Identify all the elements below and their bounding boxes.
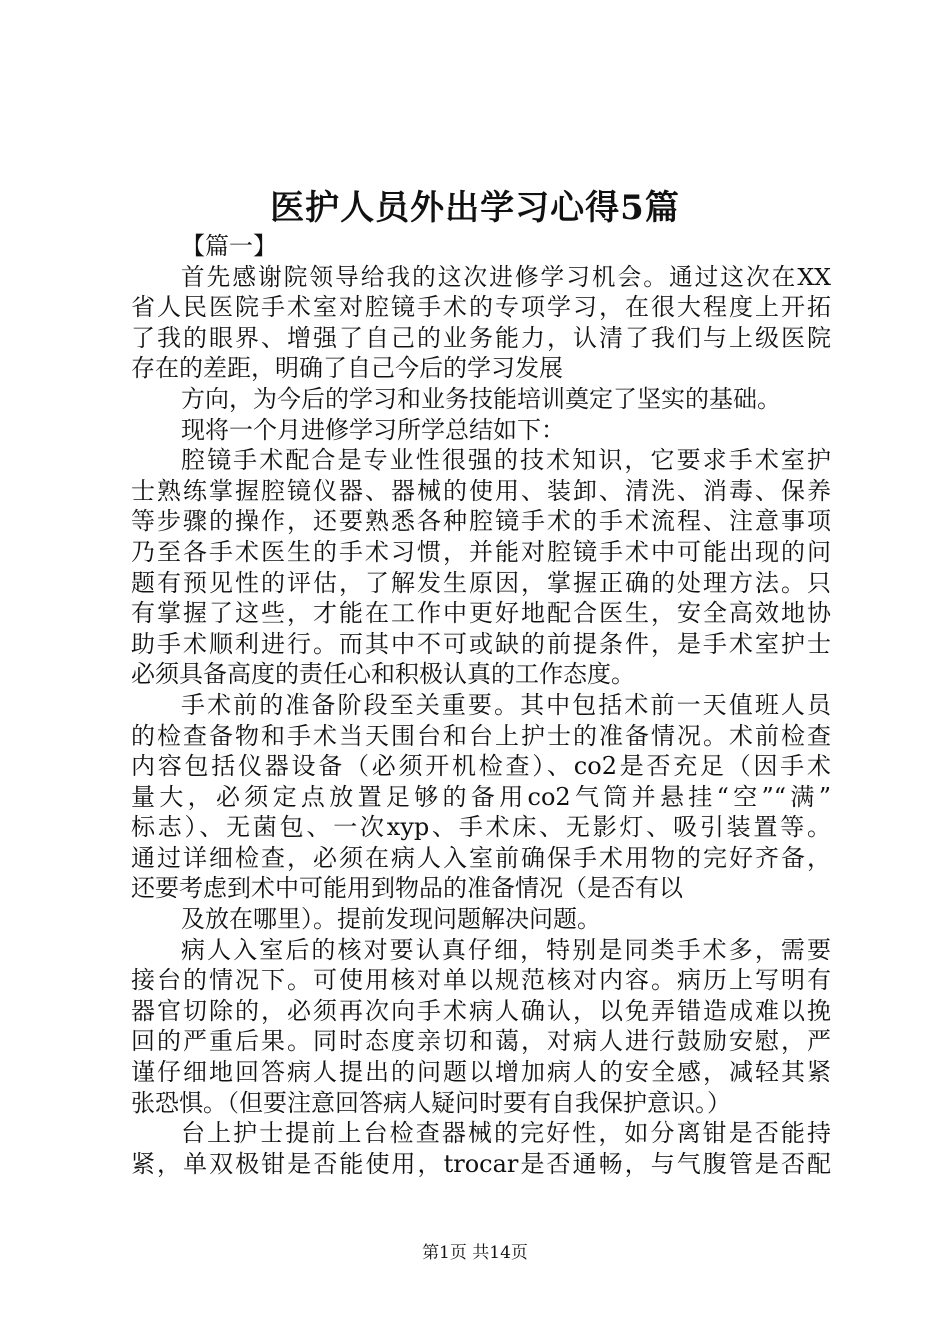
text-line: 张恐惧。（但要注意回答病人疑问时要有自我保护意识。） bbox=[131, 1088, 731, 1117]
text-line: 还要考虑到术中可能用到物品的准备情况（是否有以 bbox=[131, 874, 683, 903]
text-line: 及放在哪里）。提前发现问题解决问题。 bbox=[181, 905, 601, 934]
text-line: 接台的情况下。可使用核对单以规范核对内容。病历上写明有 bbox=[131, 966, 831, 995]
text-line: 等步骤的操作，还要熟悉各种腔镜手术的手术流程、注意事项 bbox=[131, 507, 831, 536]
text-line: 【篇一】 bbox=[181, 232, 277, 260]
text-line: 省人民医院手术室对腔镜手术的专项学习，在很大程度上开拓 bbox=[131, 293, 831, 322]
text-line: 病人入室后的核对要认真仔细，特别是同类手术多，需要 bbox=[181, 935, 831, 964]
text-line: 手术前的准备阶段至关重要。其中包括术前一天值班人员 bbox=[181, 690, 831, 719]
text-line: 有掌握了这些，才能在工作中更好地配合医生，安全高效地协 bbox=[131, 599, 831, 628]
text-line: 通过详细检查，必须在病人入室前确保手术用物的完好齐备， bbox=[131, 843, 831, 872]
text-line: 台上护士提前上台检查器械的完好性，如分离钳是否能持 bbox=[181, 1119, 831, 1148]
text-line: 必须具备高度的责任心和积极认真的工作态度。 bbox=[131, 660, 635, 689]
text-line: 器官切除的，必须再次向手术病人确认，以免弄错造成难以挽 bbox=[131, 996, 831, 1025]
text-line: 方向，为今后的学习和业务技能培训奠定了坚实的基础。 bbox=[181, 384, 781, 413]
text-line: 助手术顺利进行。而其中不可或缺的前提条件，是手术室护士 bbox=[131, 629, 831, 658]
document-title: 医护人员外出学习心得5篇 bbox=[270, 188, 680, 228]
text-line: 存在的差距，明确了自己今后的学习发展 bbox=[131, 354, 563, 383]
page-footer: 第1页 共14页 bbox=[422, 1243, 528, 1263]
text-line: 腔镜手术配合是专业性很强的技术知识，它要求手术室护 bbox=[181, 446, 831, 475]
text-line: 回的严重后果。同时态度亲切和蔼，对病人进行鼓励安慰，严 bbox=[131, 1027, 831, 1056]
text-line: 的检查备物和手术当天围台和台上护士的准备情况。术前检查 bbox=[131, 721, 831, 750]
text-line: 乃至各手术医生的手术习惯，并能对腔镜手术中可能出现的问 bbox=[131, 537, 831, 566]
text-line: 首先感谢院领导给我的这次进修学习机会。通过这次在XX bbox=[181, 262, 831, 291]
text-line: 内容包括仪器设备（必须开机检查）、co2是否充足（因手术 bbox=[131, 752, 831, 781]
text-line: 紧，单双极钳是否能使用，trocar是否通畅，与气腹管是否配 bbox=[131, 1149, 831, 1178]
text-line: 题有预见性的评估，了解发生原因，掌握正确的处理方法。只 bbox=[131, 568, 831, 597]
text-line: 现将一个月进修学习所学总结如下： bbox=[181, 415, 565, 444]
text-line: 了我的眼界、增强了自己的业务能力，认清了我们与上级医院 bbox=[131, 323, 831, 352]
text-line: 标志）、无菌包、一次xyp、手术床、无影灯、吸引装置等。 bbox=[131, 813, 831, 842]
text-line: 谨仔细地回答病人提出的问题以增加病人的安全感，减轻其紧 bbox=[131, 1058, 831, 1087]
text-line: 量大，必须定点放置足够的备用co2气筒并悬挂“空”“满” bbox=[131, 782, 831, 811]
text-line: 士熟练掌握腔镜仪器、器械的使用、装卸、清洗、消毒、保养 bbox=[131, 476, 831, 505]
document-body bbox=[131, 231, 831, 1179]
